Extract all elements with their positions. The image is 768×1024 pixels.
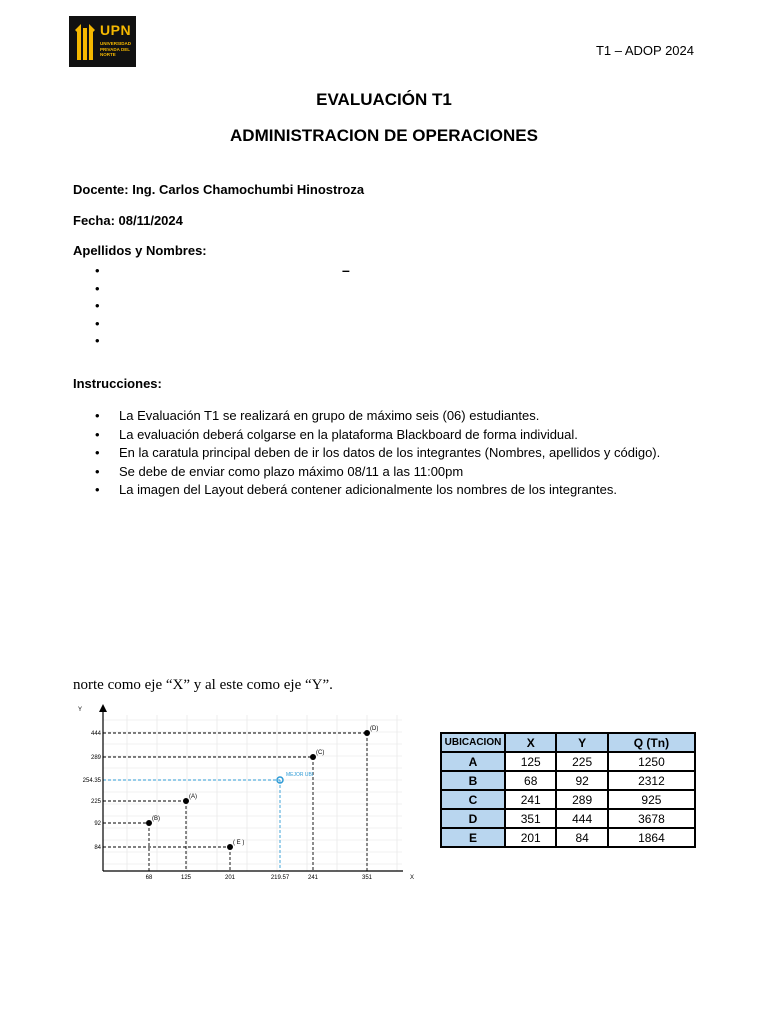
names-dash: – <box>342 262 350 278</box>
col-header: Q (Tn) <box>608 733 695 752</box>
table-row <box>441 771 695 790</box>
x-tick-label: 68 <box>145 875 153 881</box>
instruction-item: • Se debe de enviar como plazo máximo 08/11 a las 11:00pm <box>73 464 660 483</box>
cell-x: 201 <box>505 828 556 847</box>
point-label: (C) <box>316 750 325 756</box>
logo-subtext: UNIVERSIDAD PRIVADA DEL NORTE <box>100 41 132 57</box>
col-header: X <box>505 733 556 752</box>
student-entry[interactable] <box>73 263 119 281</box>
teacher-line: Docente: Ing. Carlos Chamochumbi Hinostroza <box>73 182 365 197</box>
point-label: (D) <box>370 726 379 732</box>
page-title: EVALUACIÓN T1 <box>316 90 452 109</box>
page-subtitle: ADMINISTRACION DE OPERACIONES <box>230 126 538 145</box>
student-entry[interactable] <box>73 281 119 299</box>
y-tick-label: 225 <box>90 799 101 805</box>
point-label: ( E ) <box>233 840 245 846</box>
student-entry[interactable] <box>73 316 119 334</box>
location-chart <box>72 700 420 884</box>
cell-location: D <box>441 809 505 828</box>
table-row <box>441 828 695 847</box>
cell-q: 1864 <box>608 828 695 847</box>
instruction-item: • La evaluación deberá colgarse en la plataforma Blackboard de forma individual. <box>73 427 660 446</box>
x-axis-label: X <box>410 875 415 881</box>
x-tick-label: 241 <box>307 875 319 881</box>
instruction-item: • La imagen del Layout deberá contener adicionalmente los nombres de los integrantes. <box>73 482 660 501</box>
student-entry[interactable] <box>73 298 119 316</box>
cell-x: 241 <box>505 790 556 809</box>
y-tick-label: 84 <box>94 845 101 851</box>
instruction-item: • En la caratula principal deben de ir los datos de los integrantes (Nombres, apellidos y código). <box>73 445 660 464</box>
x-tick-label: 351 <box>361 875 373 881</box>
cell-q: 925 <box>608 790 695 809</box>
instructions-list <box>73 408 660 501</box>
student-entry[interactable] <box>73 333 119 351</box>
axis-note: norte como eje “X” y al este como eje “Y”. <box>73 677 333 693</box>
col-header: Y <box>556 733 607 752</box>
instruction-item: • La Evaluación T1 se realizará en grupo de máximo seis (06) estudiantes. <box>73 408 660 427</box>
table-row <box>441 809 695 828</box>
table-row <box>441 752 695 771</box>
y-tick-label: 289 <box>90 755 101 761</box>
cell-location: A <box>441 752 505 771</box>
chart-points <box>146 726 378 850</box>
cell-location: B <box>441 771 505 790</box>
col-header: UBICACION <box>441 733 505 752</box>
y-tick-label: 254.35 <box>82 778 101 784</box>
cell-x: 125 <box>505 752 556 771</box>
document-code: T1 – ADOP 2024 <box>595 43 694 58</box>
x-tick-label: 219.57 <box>270 875 290 881</box>
upn-logo <box>69 16 136 67</box>
torch-icon <box>73 22 97 62</box>
x-tick-label: 201 <box>224 875 236 881</box>
date-line: Fecha: 08/11/2024 <box>73 213 183 228</box>
point-label: (B) <box>152 816 160 822</box>
x-tick-label: 125 <box>180 875 192 881</box>
chart-grid <box>103 715 402 871</box>
cell-y: 289 <box>556 790 607 809</box>
cell-y: 444 <box>556 809 607 828</box>
cell-location: E <box>441 828 505 847</box>
table-header-row <box>441 733 695 752</box>
point-label: (A) <box>189 794 197 800</box>
cell-y: 225 <box>556 752 607 771</box>
cell-q: 3678 <box>608 809 695 828</box>
y-tick-label: 92 <box>94 821 101 827</box>
optimal-label: MEJOR UBI <box>286 772 314 778</box>
cell-y: 92 <box>556 771 607 790</box>
y-axis-label: Y <box>78 707 83 713</box>
names-label: Apellidos y Nombres: <box>73 243 207 258</box>
locations-table <box>440 732 696 848</box>
cell-y: 84 <box>556 828 607 847</box>
table-row <box>441 790 695 809</box>
y-axis-arrow <box>99 704 107 712</box>
logo-text: UPN <box>100 22 132 38</box>
cell-location: C <box>441 790 505 809</box>
cell-x: 68 <box>505 771 556 790</box>
instructions-label: Instrucciones: <box>73 376 162 391</box>
student-list <box>73 263 119 351</box>
chart-ticks <box>83 731 373 881</box>
cell-q: 2312 <box>608 771 695 790</box>
y-tick-label: 444 <box>90 731 101 737</box>
cell-x: 351 <box>505 809 556 828</box>
cell-q: 1250 <box>608 752 695 771</box>
chart-guides <box>103 733 367 871</box>
